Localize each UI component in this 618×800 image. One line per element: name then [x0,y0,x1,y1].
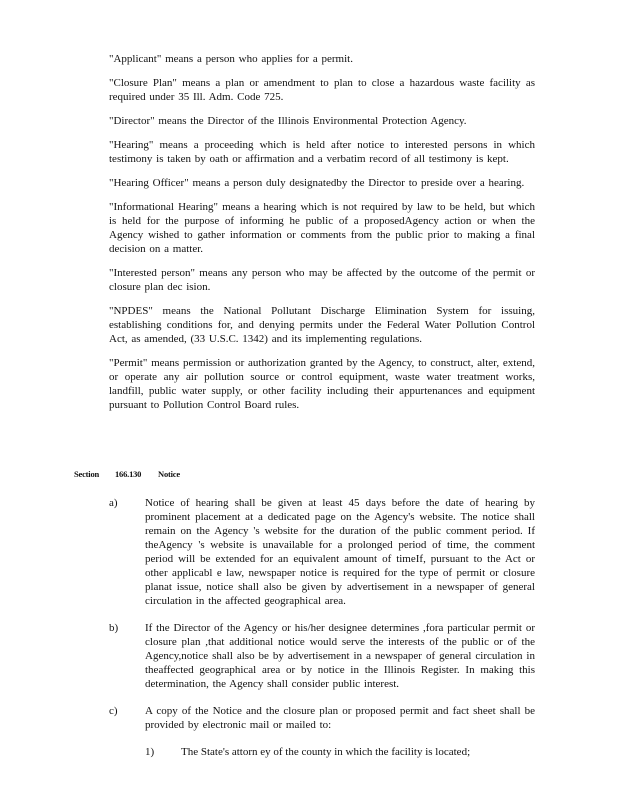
definition-permit: "Permit" means permission or authorization granted by the Agency, to construct, alter, extend, or operate any air pollution source or control equipment, waste water treatment works, landfill, public water supply, or other facility including their appurtenances and equipment pursuant to Pollution Control Board rules. [109,357,535,411]
subsection-text: Notice of hearing shall be given at least 45 days before the date of hearing by prominent placement at a dedicated page on the Agency's website. The notice shall remain on the Agency 's website for the duration of the public comment period. If theAgency 's website is unavailable for a prolonged period of time, the comment period will be extended for an equivalent amount of timeIf, pursuant to the Act or other applicabl e law, newspaper notice is required for the type of permit or closure planat issue, notice shall also be given by advertisement in a newspaper of general circulation in the affected geographical area. [145,497,535,607]
subsection-text: A copy of the Notice and the closure plan or proposed permit and fact sheet shall be provided by electronic mail or mailed to: [145,705,535,731]
subsection-b [109,621,535,691]
subsection-marker: a) [109,497,118,509]
subsection-marker: c) [109,705,118,717]
definition-npdes: "NPDES" means the National Pollutant Discharge Elimination System for issuing, establishing conditions for, and denying permits under the Federal Water Pollution Control Act, as amended, (33 U.S.C. 1342) and its implementing regulations. [109,305,535,345]
definition-informational-hearing: "Informational Hearing" means a hearing which is not required by law to be held, but which is held for the purpose of informing he public of a proposedAgency action or when the Agency wished to gather information or comments from the public prior to making a final decision on a matter. [109,201,535,255]
subsections-list [109,496,535,745]
section-number: 166.130 [115,469,142,479]
definition-hearing-officer: "Hearing Officer" means a person duly designatedby the Director to preside over a hearing. [109,177,525,189]
subsection-text: If the Director of the Agency or his/her designee determines ,fora particular permit or closure plan ,that additional notice would serve the interests of the public or of the Agency,notice shall also be by advertisement in a newspaper of general circulation in theaffected geographical area or by notice in the Illinois Register. In making this determination, the Agency shall consider public interest. [145,622,535,690]
subsection-a [109,496,535,608]
section-title: Notice [158,469,180,479]
subsection-marker: b) [109,622,119,634]
definition-closure-plan: "Closure Plan" means a plan or amendment to plan to close a hazardous waste facility as required under 35 Ill. Adm. Code 725. [109,77,535,103]
section-heading [74,469,180,479]
list-item-1 [145,745,535,759]
definitions-list [109,52,535,422]
section-label: Section [74,469,100,479]
subsection-c [109,704,535,732]
definition-interested-person: "Interested person" means any person who may be affected by the outcome of the permit or closure plan dec ision. [109,267,535,293]
definition-hearing: "Hearing" means a proceeding which is held after notice to interested persons in which testimony is taken by oath or affirmation and a verbatim record of all testimony is kept. [109,139,535,165]
definition-applicant: "Applicant" means a person who applies for a permit. [109,53,353,65]
item-text: The State's attorn ey of the county in which the facility is located; [181,746,471,758]
definition-director: "Director" means the Director of the Illinois Environmental Protection Agency. [109,115,467,127]
item-marker: 1) [145,746,155,758]
